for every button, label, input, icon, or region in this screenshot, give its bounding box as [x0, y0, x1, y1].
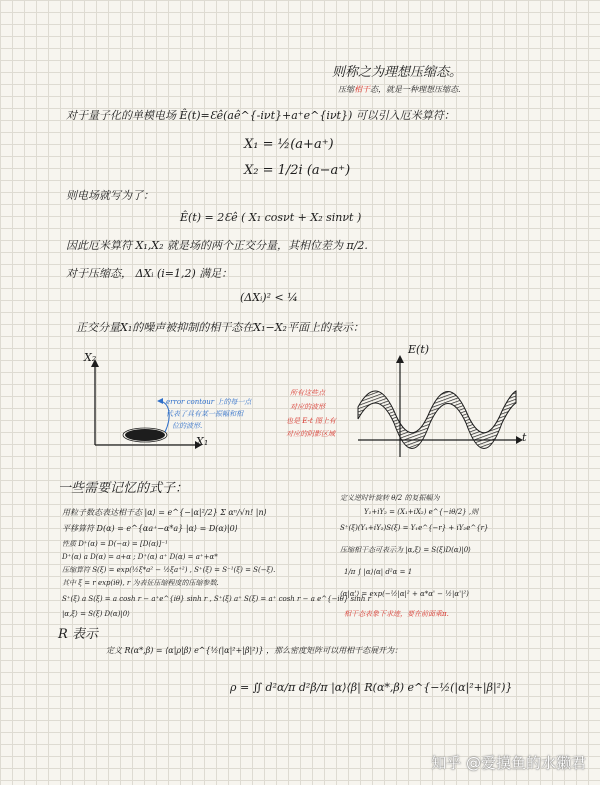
- field-axis-arrow-icon: [396, 355, 404, 363]
- formula-displacement: 平移算符 D(α) = e^{αa⁺−α*a} |α⟩ = D(α)|0⟩: [62, 524, 238, 533]
- field-time-figure: [348, 345, 528, 465]
- r-representation-heading: R 表示: [58, 627, 98, 642]
- formula-squeeze-param: 其中 ξ = r exp(iθ), r 为表征压缩程度的压缩参数.: [62, 579, 219, 587]
- formula-coherent-fock: 用粒子数态表达相干态 |α⟩ = e^{−|α|²/2} Σ αⁿ/√n! |n⟩: [62, 508, 267, 517]
- contour-note-line1: error contour 上的每一点: [166, 398, 252, 406]
- intro-line: 对于量子化的单模电场 Ê(t)=Ɛê(aê^{-iνt}+a⁺e^{iνt}) 可以引入厄米算符：: [66, 109, 455, 122]
- rotation-definition: 定义逆时针旋转 θ/2 的复振幅为: [340, 494, 440, 502]
- equation-field: Ê(t) = 2Ɛê ( X₁ cosνt + X₂ sinνt ): [180, 211, 362, 224]
- formula-squeeze-action: S⁺(ξ) a S(ξ) = a cosh r − a⁺e^{iθ} sinh r , S⁺(ξ) a⁺ S(ξ) = a⁺ cosh r − a e^{−iθ} sinh r: [62, 595, 371, 603]
- equation-delta: (ΔXᵢ)² < ¼: [240, 291, 298, 304]
- trace-red-note: 相干态表象下求迹，要在前面乘π.: [344, 610, 449, 618]
- equation-x1: X₁ = ½(a+a⁺): [244, 137, 334, 152]
- zhihu-watermark: 知乎 @爱摸鱼的水獭君: [431, 754, 586, 772]
- waveform-note-line1: 所有这些点: [290, 389, 325, 397]
- axis-label-x1: X₁: [196, 435, 209, 448]
- header-title: 则称之为理想压缩态。: [332, 65, 463, 80]
- waveform-note-line4: 对应的阴影区域: [286, 430, 335, 438]
- header-subtitle: [338, 85, 461, 94]
- header-subtitle-suffix: 态，就是一种理想压缩态.: [370, 85, 461, 94]
- quadrature-statement: 因此厄米算符 X₁,X₂ 就是场的两个正交分量，其相位差为 π/2.: [66, 239, 368, 252]
- formula-property: 性质 D⁺(α) = D(−α) = [D(α)]⁻¹: [62, 540, 168, 548]
- axis-label-e: E(t): [408, 343, 430, 356]
- overlap-formula: ⟨α|α'⟩ = exp(−½|α|² + α*α' − ½|α'|²): [340, 590, 469, 598]
- note-arrow-icon: [157, 398, 163, 404]
- formula-squeeze-operator: 压缩算符 S(ξ) = exp(½ξ*a² − ½ξa⁺²) , S⁺(ξ) = S⁻¹(ξ) = S(−ξ).: [62, 566, 276, 574]
- field-intro: 则电场就写为了：: [66, 189, 154, 202]
- density-matrix-expansion: ρ = ∬ d²α/π d²β/π |α⟩⟨β| R(α*,β) e^{−½(|α|²+|β|²)}: [230, 681, 513, 694]
- squeezed-coherent-representation: 压缩相干态可表示为 |α,ξ⟩ = S(ξ)D(α)|0⟩: [340, 546, 471, 554]
- header-subtitle-prefix: 压缩: [338, 85, 354, 94]
- completeness-relation: 1/π ∫ |α⟩⟨α| d²α = 1: [344, 568, 413, 576]
- contour-note-line2: 代表了具有某一振幅和相: [166, 410, 243, 418]
- formula-displacement-action: D⁺(α) a D(α) = a+α ; D⁺(α) a⁺ D(α) = a⁺+α*: [62, 553, 218, 561]
- squeeze-condition: 对于压缩态， ΔXᵢ (i=1,2) 满足：: [66, 267, 233, 280]
- axis-label-x2: X₂: [84, 351, 97, 364]
- contour-note-line3: 位的波形.: [172, 422, 203, 430]
- formulas-heading: 一些需要记忆的式子：: [58, 481, 189, 496]
- waveform-note-line3: 也是 E-t 图上有: [286, 417, 336, 425]
- r-definition: 定义 R(α*,β) = ⟨α|ρ|β⟩ e^{½(|α|²+|β|²)} ，那么密度矩阵可以用相干态展开为：: [106, 646, 403, 655]
- axis-label-t: t: [522, 431, 527, 444]
- rotation-action: S⁺(ξ)(Y₁+iY₂)S(ξ) = Y₁e^{−r} + iY₂e^{r}: [340, 524, 489, 532]
- plane-intro: 正交分量X₁的噪声被抑制的相干态在X₁−X₂平面上的表示：: [76, 321, 364, 334]
- equation-x2: X₂ = 1/2i (a−a⁺): [244, 163, 351, 178]
- header-subtitle-red: 相干: [354, 85, 370, 94]
- formula-squeezed-state: |α,ξ⟩ = S(ξ) D(α)|0⟩: [62, 610, 130, 618]
- waveform-note-line2: 对应的波形: [290, 403, 325, 411]
- error-contour-ellipse: [125, 429, 165, 441]
- rotation-formula: Y₁+iY₂ = (X₁+iX₂) e^{−iθ/2} ,则: [364, 508, 479, 516]
